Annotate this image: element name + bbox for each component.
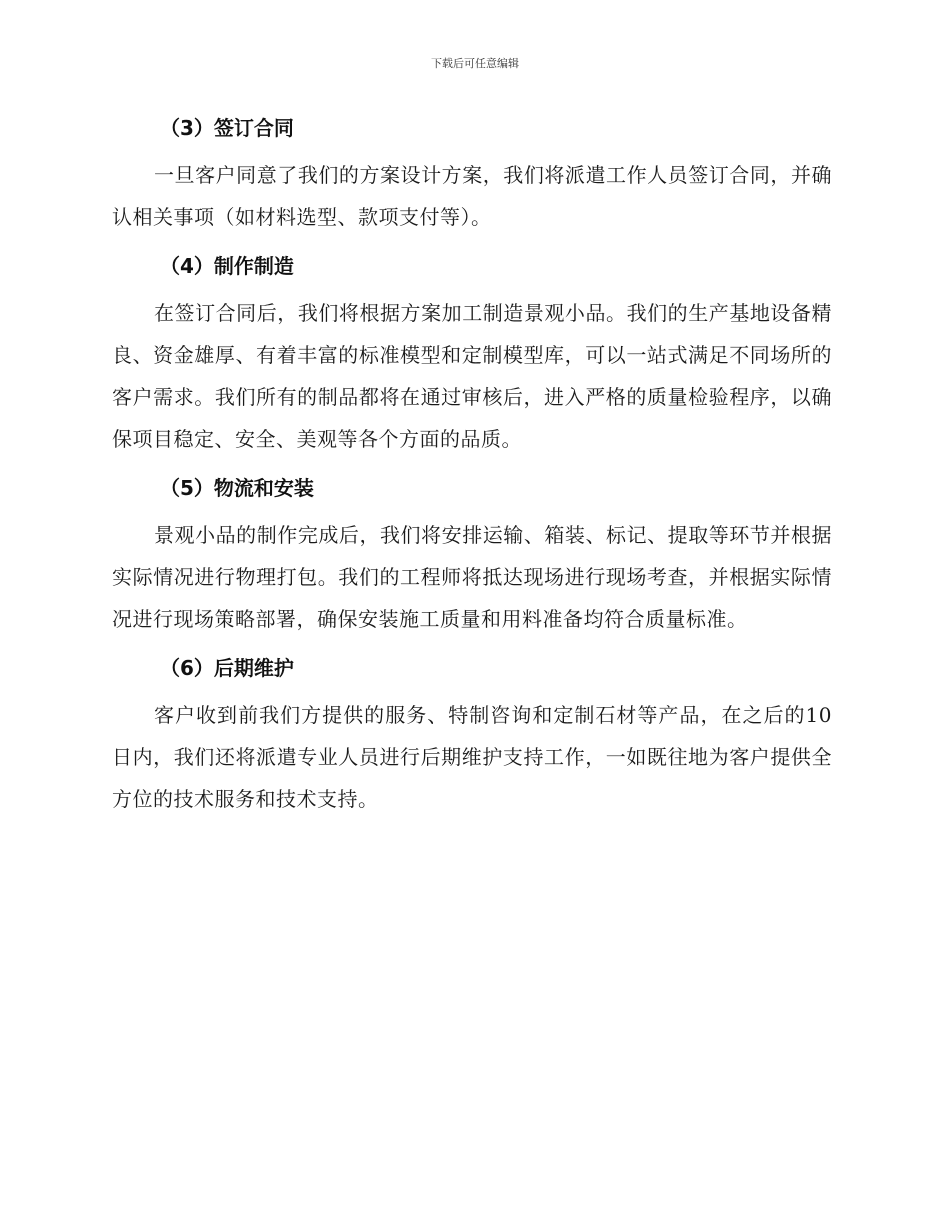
section-paragraph: 一旦客户同意了我们的方案设计方案，我们将派遣工作人员签订合同，并确认相关事项（如材料选型、款项支付等）。 xyxy=(112,163,832,229)
section-manufacturing xyxy=(112,246,832,460)
section-sign-contract xyxy=(112,108,832,238)
section-heading: （6）后期维护 xyxy=(160,656,294,680)
page-header: 下载后可任意编辑 xyxy=(431,57,519,70)
section-paragraph: 客户收到前我们方提供的服务、特制咨询和定制石材等产品，在之后的10日内，我们还将派遣专业人员进行后期维护支持工作，一如既往地为客户提供全方位的技术服务和技术支持。 xyxy=(112,703,832,811)
section-heading: （4）制作制造 xyxy=(160,254,294,278)
section-paragraph: 在签订合同后，我们将根据方案加工制造景观小品。我们的生产基地设备精良、资金雄厚、有着丰富的标准模型和定制模型库，可以一站式满足不同场所的客户需求。我们所有的制品都将在通过审核后，进入严格的质量检验程序，以确保项目稳定、安全、美观等各个方面的品质。 xyxy=(112,301,832,451)
section-logistics-installation xyxy=(112,468,832,640)
section-heading: （3）签订合同 xyxy=(160,116,294,140)
section-paragraph: 景观小品的制作完成后，我们将安排运输、箱装、标记、提取等环节并根据实际情况进行物理打包。我们的工程师将抵达现场进行现场考查，并根据实际情况进行现场策略部署，确保安装施工质量和用料准备均符合质量标准。 xyxy=(112,523,832,631)
document-body xyxy=(112,108,832,828)
section-heading: （5）物流和安装 xyxy=(160,476,314,500)
section-maintenance xyxy=(112,648,832,820)
